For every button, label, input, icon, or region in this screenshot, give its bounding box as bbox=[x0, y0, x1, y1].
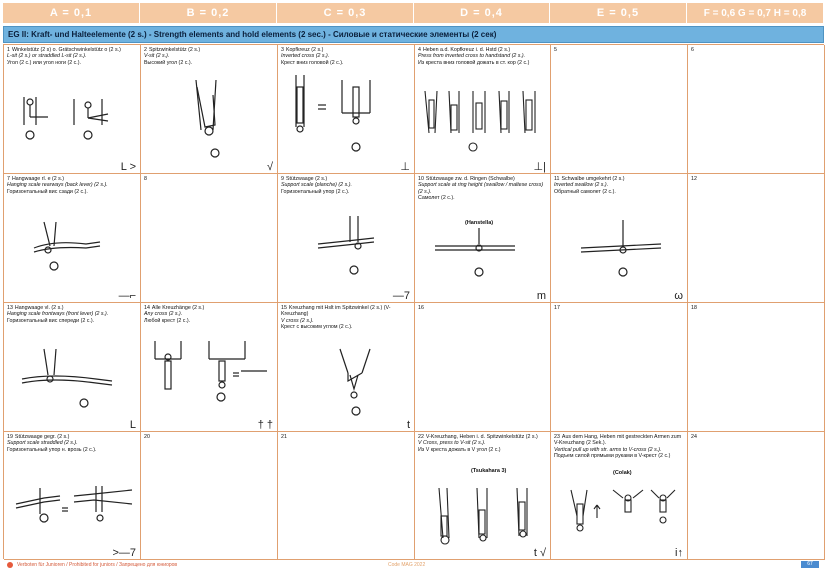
element-cell-9: 9 Stützwaage (2 s.) Support scale (planche) (2 s.). Горизонтальный упор (2 с.). —7 bbox=[278, 174, 415, 303]
element-cell-3: 3 Kopfkreuz (2 s.) Inverted cross (2 s.). Крест вниз головой (2 с.). ⊥ bbox=[278, 45, 415, 174]
column-header-c: C = 0,3 bbox=[277, 3, 414, 23]
element-cell-5: 5 bbox=[551, 45, 688, 174]
name-tag: (Colak) bbox=[613, 470, 632, 476]
element-symbol: m bbox=[536, 289, 546, 302]
pull-up-to-v-cross-illustration bbox=[551, 432, 688, 560]
element-symbol: ⊥ bbox=[400, 160, 410, 173]
element-cell-23: 23 Aus dem Hang, Heben mit gestreckten Armen zum V-Kreuzhang (2 Sek.). Vertical pull up with str. arms to V-cross (2 s.). Подъем силой прямыми руками в V-крест (2 с.) (Colak) i↑ bbox=[551, 432, 688, 560]
element-symbol: i↑ bbox=[675, 546, 683, 559]
v-cross-press-illustration bbox=[415, 432, 551, 560]
element-cell-16: 16 bbox=[415, 303, 551, 432]
element-symbol: —7 bbox=[392, 289, 410, 302]
element-cell-11: 11 Schwalbe umgekehrt (2 s.) Inverted swallow (2 s.). Обратный самолет (2 с.). ω bbox=[551, 174, 688, 303]
element-cell-20: 20 bbox=[141, 432, 278, 560]
element-symbol: —⌐ bbox=[118, 289, 136, 302]
element-symbol: L > bbox=[120, 160, 136, 173]
element-cell-15: 15 Kreuzhang mit Hslt im Spitzwinkel (2 s.) (V-Kreuzhang) V cross (2 s.). Крест с высоким углом (2 с.). t bbox=[278, 303, 415, 432]
element-symbol: † † bbox=[257, 418, 273, 431]
column-header-f: F = 0,6 G = 0,7 H = 0,8 bbox=[687, 3, 824, 23]
element-cell-21: 21 bbox=[278, 432, 415, 560]
element-symbol: ⊥| bbox=[533, 160, 546, 173]
cross-illustration bbox=[141, 303, 278, 432]
element-cell-19: 19 Stützwaage gegr. (2 s.) Support scale straddled (2 s.). Горизонтальный упор н. врозь (2 с.). >—7 bbox=[4, 432, 141, 560]
column-header-a: A = 0,1 bbox=[3, 3, 140, 23]
column-header-d: D = 0,4 bbox=[414, 3, 550, 23]
column-header-e: E = 0,5 bbox=[550, 3, 687, 23]
element-symbol: t √ bbox=[533, 546, 546, 559]
press-to-handstand-illustration bbox=[415, 45, 551, 174]
name-tag: (Hanstella) bbox=[465, 220, 494, 226]
element-cell-10: 10 Stützwaage zw. d. Ringen (Schwalbe) Support scale at ring height (swallow / maltese cross) (2 s.). Самолет (2 с.). (Hanstella) m bbox=[415, 174, 551, 303]
element-symbol: >—7 bbox=[112, 546, 136, 559]
element-cell-2: 2 Spitzwinkelstütz (2 s.) V-sit (2 s.). Высокий угол (2 с.). √ bbox=[141, 45, 278, 174]
element-symbol: t bbox=[406, 418, 410, 431]
elements-grid bbox=[3, 44, 824, 559]
element-cell-14: 14 Alle Kreuzhänge (2 s.) Any cross (2 s.). Любой крест (2 с.). † † bbox=[141, 303, 278, 432]
v-cross-illustration bbox=[278, 303, 415, 432]
junior-prohibition-note: Verboten für Junioren / Prohibited for juniors / Запрещено для юниоров bbox=[17, 562, 178, 568]
element-cell-7: 7 Hangwaage rl. e (2 s.) Hanging scale rearways (back lever) (2 s.). Горизонтальный вис сзади (2 с.). —⌐ bbox=[4, 174, 141, 303]
inverted-cross-illustration bbox=[278, 45, 415, 174]
prohibited-icon bbox=[7, 562, 13, 568]
name-tag: (Tsukahara 3) bbox=[471, 468, 507, 474]
element-symbol: L bbox=[129, 418, 136, 431]
page-number: 67 bbox=[801, 561, 819, 568]
element-cell-12: 12 bbox=[688, 174, 825, 303]
element-cell-6: 6 bbox=[688, 45, 825, 174]
element-cell-4: 4 Heben a.d. Kopfkreuz i. d. Hstd (2 s.) Press from inverted cross to handstand (2 s.). Из креста вниз головой дожать в ст. кор (2 с.) ⊥| bbox=[415, 45, 551, 174]
code-edition: Code MAG 2022 bbox=[388, 562, 426, 568]
element-cell-18: 18 bbox=[688, 303, 825, 432]
back-lever-illustration bbox=[4, 174, 141, 303]
element-cell-1: 1 Winkelstütz (2 s) o. Grätschwinkelstütz o (2 s.) L-sit (2 s.) or straddled L-sit (2 s.). Угол (2 с.) или угол ноги (2 с.). L > bbox=[4, 45, 141, 174]
v-sit-illustration bbox=[141, 45, 278, 174]
element-symbol: √ bbox=[266, 160, 273, 173]
element-cell-24: 24 bbox=[688, 432, 825, 560]
element-cell-13: 13 Hangwaage vl. (2 s.) Hanging scale frontways (front lever) (2 s.). Горизонтальный вис спереди (2 с.). L bbox=[4, 303, 141, 432]
maltese-cross-illustration bbox=[415, 174, 551, 303]
planche-illustration bbox=[278, 174, 415, 303]
element-group-title: EG II: Kraft- und Halteelemente (2 s.) - Strength elements and hold elements (2 sec.) - Силовые и статические элементы (2 сек) bbox=[3, 26, 824, 43]
column-header-b: B = 0,2 bbox=[140, 3, 277, 23]
element-symbol: ω bbox=[674, 289, 683, 302]
value-header-row bbox=[3, 3, 824, 23]
page-footer bbox=[3, 561, 824, 571]
element-cell-8: 8 bbox=[141, 174, 278, 303]
straddle-planche-illustration bbox=[4, 432, 141, 560]
front-lever-illustration bbox=[4, 303, 141, 432]
inverted-swallow-illustration bbox=[551, 174, 688, 303]
element-cell-22: 22 V-Kreuzhang, Heben i. d. Spitzwinkelstütz (2 s.) V Cross, press to V-sit (2 s.). Из V креста дожать в V угол (2 с.) (Tsukahara 3) t √ bbox=[415, 432, 551, 560]
l-sit-illustration bbox=[4, 45, 141, 174]
element-cell-17: 17 bbox=[551, 303, 688, 432]
